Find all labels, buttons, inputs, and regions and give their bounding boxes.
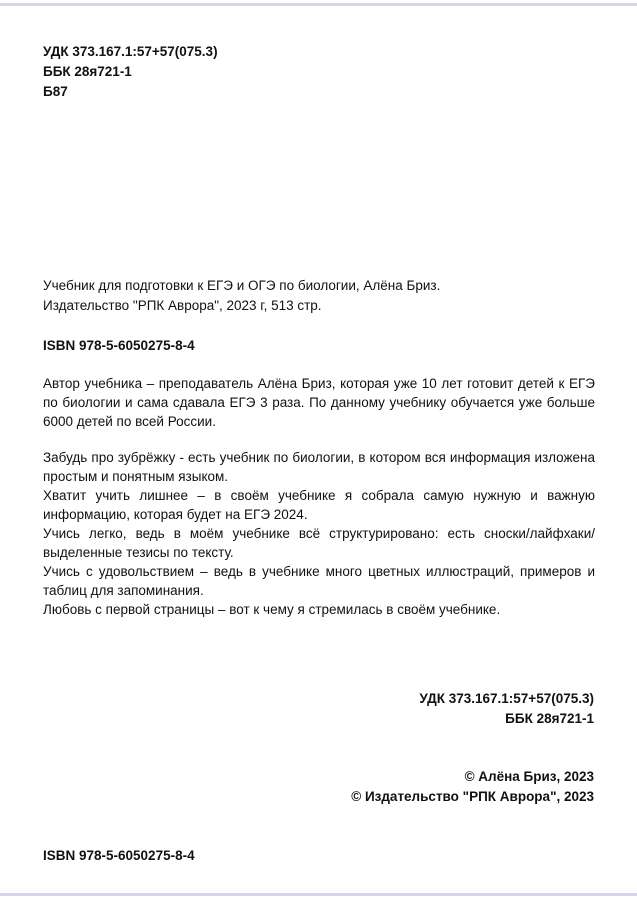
description-point: Любовь с первой страницы – вот к чему я стремилась в своём учебнике. <box>43 602 501 617</box>
book-title-line: Учебник для подготовки к ЕГЭ и ОГЭ по биологии, Алёна Бриз. <box>43 278 441 293</box>
publisher-line: Издательство "РПК Аврора", 2023 г, 513 стр. <box>43 298 322 313</box>
udk-code: УДК 373.167.1:57+57(075.3) <box>419 691 594 706</box>
description <box>43 374 595 619</box>
bbk-code: ББК 28я721-1 <box>43 64 132 79</box>
about-author-paragraph: Автор учебника – преподаватель Алёна Бриз, которая уже 10 лет готовит детей к ЕГЭ по биологии и сама сдавала ЕГЭ 3 раза. По данному учебнику обучается уже больше 6000 детей по всей России. <box>43 376 595 429</box>
description-point: Хватит учить лишнее – в своём учебнике я собрала самую нужную и важную информацию, которая будет на ЕГЭ 2024. <box>43 488 595 522</box>
copyright-notices <box>351 767 594 807</box>
publisher-copyright: © Издательство "РПК Аврора", 2023 <box>351 789 594 804</box>
top-border-line <box>0 3 637 6</box>
description-point: Учись с удовольствием – ведь в учебнике много цветных иллюстраций, примеров и таблиц для запоминания. <box>43 564 595 598</box>
isbn-top: ISBN 978-5-6050275-8-4 <box>43 338 195 353</box>
isbn-bottom: ISBN 978-5-6050275-8-4 <box>43 848 195 863</box>
classification-codes-top <box>43 42 218 102</box>
author-copyright: © Алёна Бриз, 2023 <box>464 769 594 784</box>
book-info <box>43 276 440 316</box>
bbk-code: ББК 28я721-1 <box>505 711 594 726</box>
description-point: Забудь про зубрёжку - есть учебник по биологии, в котором вся информация изложена простым и понятным языком. <box>43 450 595 484</box>
udk-code: УДК 373.167.1:57+57(075.3) <box>43 44 218 59</box>
bottom-border-line <box>0 893 637 896</box>
author-mark: Б87 <box>43 84 68 99</box>
description-point: Учись легко, ведь в моём учебнике всё структурировано: есть сноски/лайфхаки/ выделенные тезисы по тексту. <box>43 526 595 560</box>
classification-codes-bottom <box>419 689 594 729</box>
